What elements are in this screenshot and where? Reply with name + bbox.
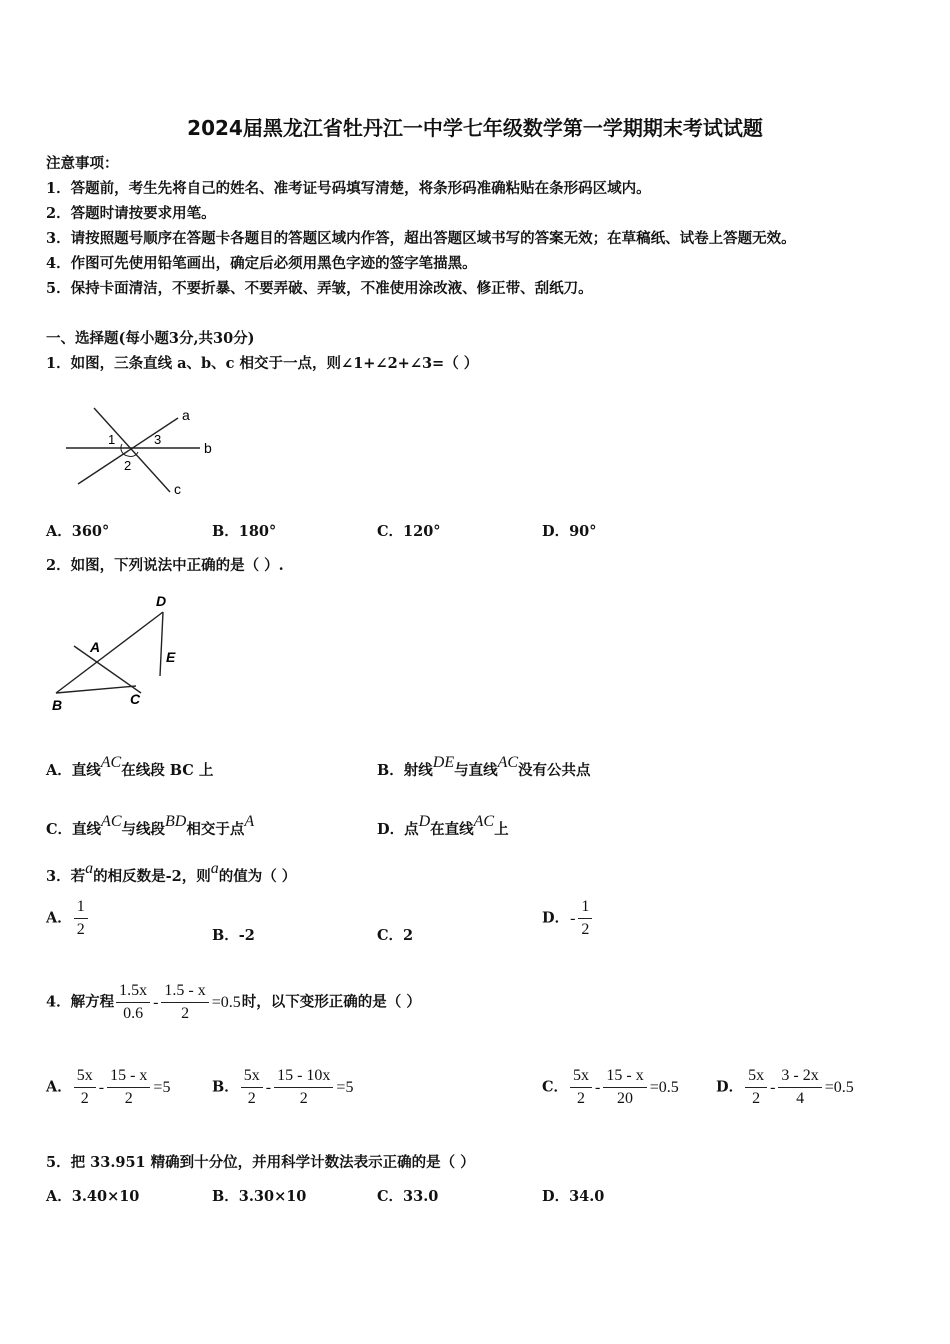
fraction: $\frac{5x}{2}$ bbox=[241, 1067, 263, 1108]
question-2-figure bbox=[46, 590, 196, 715]
notice-item-5: 5．保持卡面清洁，不要折暴、不要弄破、弄皱，不准使用涂改液、修正带、刮纸刀。 bbox=[46, 280, 593, 297]
label-angle-2: 2 bbox=[124, 458, 132, 473]
label-c: c bbox=[174, 481, 181, 497]
label-b: B bbox=[52, 697, 63, 713]
notice-item-3: 3．请按照题号顺序在答题卡各题目的答题区域内作答，超出答题区域书写的答案无效；在草稿纸、试卷上答题无效。 bbox=[46, 230, 796, 247]
notice-item-1: 1．答题前，考生先将自己的姓名、准考证号码填写清楚，将条形码准确粘贴在条形码区域内。 bbox=[46, 180, 651, 197]
fraction: $\frac{15 - x}{20}$ bbox=[603, 1067, 646, 1108]
question-3-text: 3．若a的相反数是-2，则a的值为（ ） bbox=[46, 860, 297, 885]
notice-item-4: 4．作图可先使用铅笔画出，确定后必须用黑色字迹的签字笔描黑。 bbox=[46, 255, 477, 272]
question-4-option-b: B． $\frac{5x}{2}$ - $\frac{15 - 10x}{2}$ =5 bbox=[212, 1067, 354, 1107]
question-4-option-c: C． $\frac{5x}{2}$ - $\frac{15 - x}{20}$ =0.5 bbox=[542, 1067, 679, 1107]
question-5-option-a: A．3.40×10 bbox=[46, 1188, 140, 1205]
question-2-option-b: B．射线DE与直线AC没有公共点 bbox=[377, 754, 591, 779]
label-angle-1: 1 bbox=[108, 432, 116, 447]
question-1-figure bbox=[62, 400, 222, 500]
math-a: A bbox=[244, 813, 255, 830]
question-3-option-c: C．2 bbox=[377, 927, 414, 944]
question-5-option-b: B．3.30×10 bbox=[212, 1188, 307, 1205]
label-b: b bbox=[204, 440, 212, 456]
label-a: a bbox=[182, 407, 190, 423]
fraction: $\frac{5x}{2}$ bbox=[570, 1067, 592, 1108]
question-1-option-b: B．180° bbox=[212, 523, 277, 540]
question-2-text: 2．如图，下列说法中正确的是（ ）. bbox=[46, 557, 284, 574]
fraction: $\frac{1.5x}{0.6}$ bbox=[116, 982, 150, 1023]
math-ac: AC bbox=[100, 754, 122, 771]
math-ac: AC bbox=[473, 813, 495, 830]
question-4-text: 4．解方程 $\frac{1.5x}{0.6}$ - $\frac{1.5 - x}{2}$ =0.5时，以下变形正确的是（ ） bbox=[46, 982, 421, 1022]
line-a bbox=[78, 418, 178, 484]
ray-de bbox=[160, 612, 163, 676]
question-2-option-c: C．直线AC与线段BD相交于点A bbox=[46, 813, 255, 838]
math-bd: BD bbox=[165, 813, 187, 830]
notice-item-2: 2．答题时请按要求用笔。 bbox=[46, 205, 216, 222]
label-e: E bbox=[166, 649, 176, 665]
question-3-option-d: D．- $\frac{1}{2}$ bbox=[542, 898, 594, 939]
fraction: $\frac{3 - 2x}{4}$ bbox=[778, 1067, 821, 1108]
math-de: DE bbox=[432, 754, 455, 771]
question-1-option-c: C．120° bbox=[377, 523, 441, 540]
notice-header: 注意事项： bbox=[46, 155, 119, 172]
question-1-option-a: A．360° bbox=[46, 523, 110, 540]
fraction: $\frac{1}{2}$ bbox=[578, 898, 592, 939]
line-c bbox=[94, 408, 170, 492]
math-ac: AC bbox=[497, 754, 519, 771]
question-4-option-a: A． $\frac{5x}{2}$ - $\frac{15 - x}{2}$ =5 bbox=[46, 1067, 171, 1107]
question-5-option-c: C．33.0 bbox=[377, 1188, 439, 1205]
question-4-option-d: D． $\frac{5x}{2}$ - $\frac{3 - 2x}{4}$ =0.5 bbox=[716, 1067, 854, 1107]
question-5-text: 5．把 33.951 精确到十分位，并用科学计数法表示正确的是（ ） bbox=[46, 1154, 475, 1171]
question-3-option-b: B．-2 bbox=[212, 927, 255, 944]
page-title: 2024届黑龙江省牡丹江一中学七年级数学第一学期期末考试试题 bbox=[187, 116, 763, 140]
question-3-option-a: A． $\frac{1}{2}$ bbox=[46, 898, 90, 939]
math-a: a bbox=[210, 860, 219, 877]
question-1-text: 1．如图，三条直线 a、b、c 相交于一点，则∠1+∠2+∠3=（ ） bbox=[46, 355, 479, 372]
label-c: C bbox=[130, 691, 141, 707]
math-a: a bbox=[85, 860, 94, 877]
question-2-option-a: A．直线AC在线段 BC 上 bbox=[46, 754, 214, 779]
label-a: A bbox=[90, 639, 101, 655]
segment-bd bbox=[56, 612, 163, 693]
question-5-option-d: D．34.0 bbox=[542, 1188, 605, 1205]
math-d: D bbox=[418, 813, 431, 830]
segment-bc bbox=[56, 686, 136, 693]
label-angle-3: 3 bbox=[154, 432, 162, 447]
fraction: $\frac{1.5 - x}{2}$ bbox=[161, 982, 208, 1023]
fraction: $\frac{5x}{2}$ bbox=[74, 1067, 96, 1108]
fraction: $\frac{5x}{2}$ bbox=[745, 1067, 767, 1108]
question-1-option-d: D．90° bbox=[542, 523, 597, 540]
question-2-option-d: D．点D在直线AC上 bbox=[377, 813, 509, 838]
fraction: $\frac{1}{2}$ bbox=[74, 898, 88, 939]
line-ac bbox=[74, 646, 141, 693]
section-heading: 一、选择题(每小题3分,共30分) bbox=[46, 330, 255, 347]
fraction: $\frac{15 - x}{2}$ bbox=[107, 1067, 150, 1108]
fraction: $\frac{15 - 10x}{2}$ bbox=[274, 1067, 333, 1108]
math-ac: AC bbox=[101, 813, 122, 830]
label-d: D bbox=[156, 593, 167, 609]
